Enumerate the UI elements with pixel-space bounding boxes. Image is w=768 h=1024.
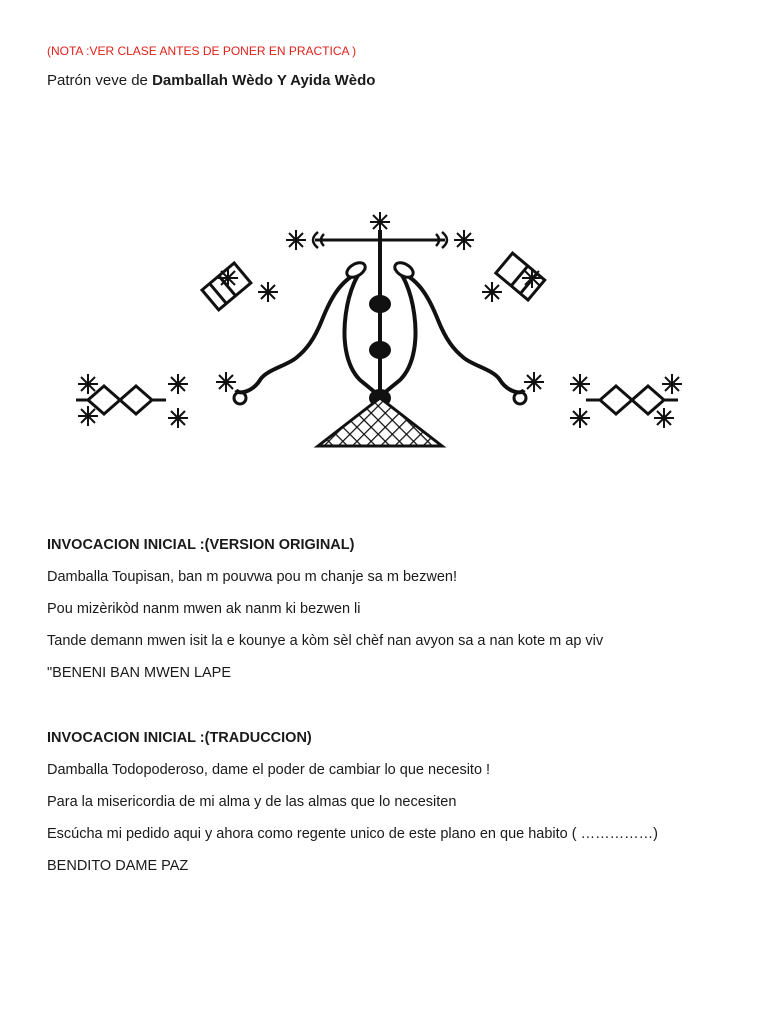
invocation-line: Pou mizèrikòd nanm mwen ak nanm ki bezwen li: [47, 601, 361, 617]
invocation-line: Escúcha mi pedido aqui y ahora como regente unico de este plano en que habito ( ……………): [47, 826, 658, 842]
section-heading: INVOCACION INICIAL :(TRADUCCION): [47, 730, 312, 746]
invocation-line: "BENENI BAN MWEN LAPE: [47, 665, 232, 681]
title-bold: Damballah Wèdo Y Ayida Wèdo: [152, 72, 376, 89]
section-translation: [47, 727, 747, 887]
invocation-line: Tande demann mwen isit la e kounye a kòm sèl chèf nan avyon sa a nan kote m ap viv: [47, 633, 604, 649]
invocation-line: Damballa Todopoderoso, dame el poder de cambiar lo que necesito !: [47, 762, 491, 778]
invocation-line: Para la misericordia de mi alma y de las almas que lo necesiten: [47, 794, 457, 810]
veve-drawing: [60, 200, 700, 460]
section-heading: INVOCACION INICIAL :(VERSION ORIGINAL): [47, 537, 355, 553]
invocation-line: BENDITO DAME PAZ: [47, 858, 189, 874]
warning-note: (NOTA :VER CLASE ANTES DE PONER EN PRACTICA ): [47, 44, 357, 58]
section-original: [47, 534, 747, 694]
title-prefix: Patrón veve de: [47, 72, 153, 89]
page-title: [47, 72, 375, 89]
invocation-line: Damballa Toupisan, ban m pouvwa pou m chanje sa m bezwen!: [47, 569, 457, 585]
